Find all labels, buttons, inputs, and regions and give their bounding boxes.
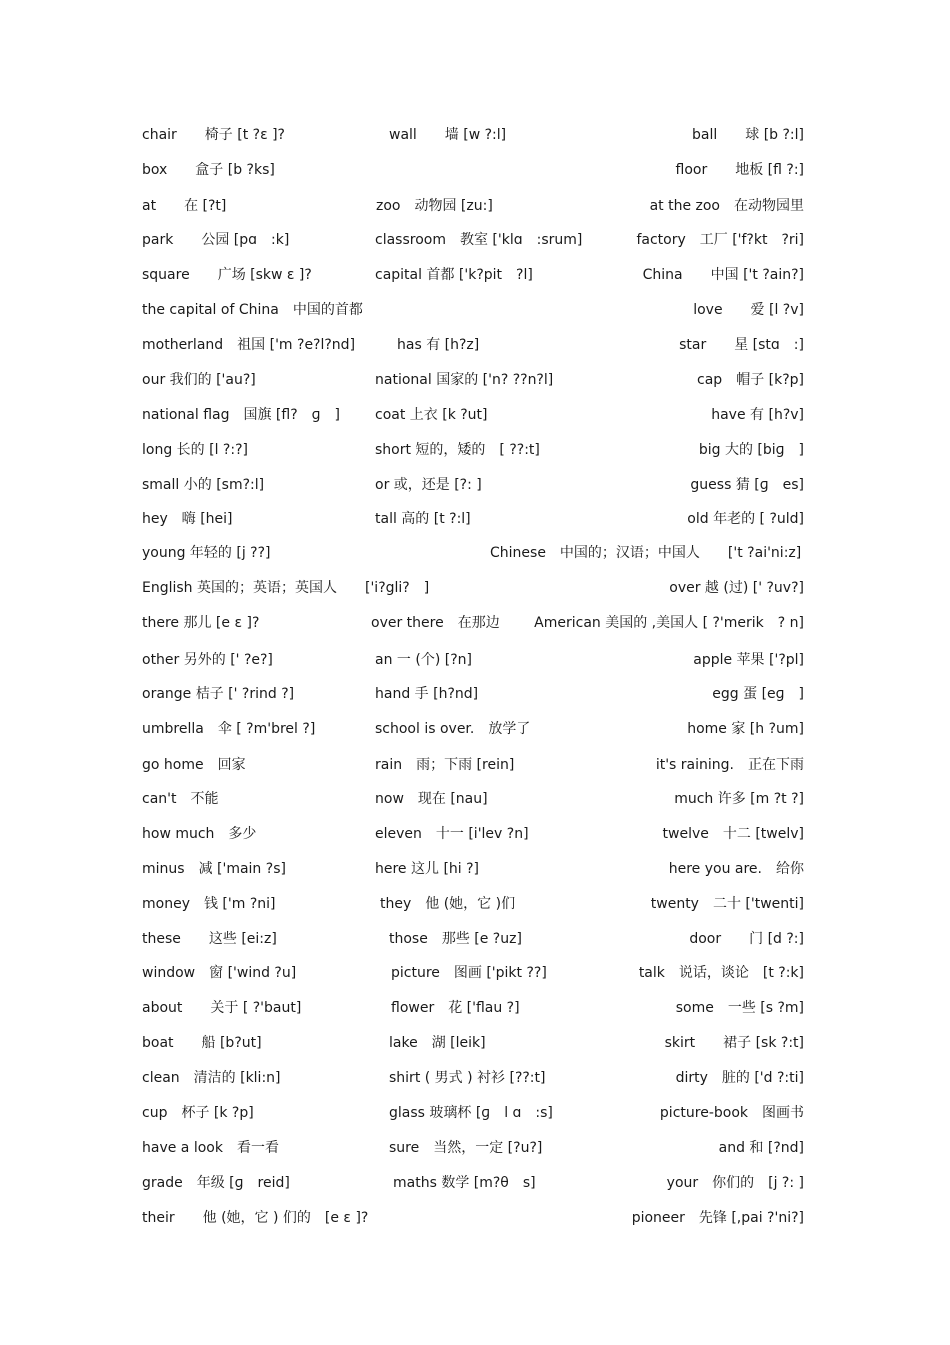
vocab-entry: skirt 裙子 [sk ?:t] <box>664 1035 804 1051</box>
vocab-entry: talk 说话，谈论 [t ?:k] <box>638 965 804 981</box>
vocab-entry: maths 数学 [m?θ s] <box>393 1175 536 1191</box>
vocab-row <box>0 928 950 950</box>
vocab-entry: English 英国的；英语；英国人 ['i?gli? ] <box>142 580 430 596</box>
vocab-entry: now 现在 [nau] <box>375 791 488 807</box>
vocab-row <box>0 195 950 217</box>
vocab-row <box>0 1032 950 1054</box>
vocab-entry: money 钱 ['m ?ni] <box>142 896 276 912</box>
vocab-entry: it's raining. 正在下雨 <box>655 757 804 773</box>
vocab-entry: egg 蛋 [eɡ ] <box>712 686 804 702</box>
vocab-entry: square 广场 [skw ε ]? <box>142 267 312 283</box>
vocab-row <box>0 159 950 181</box>
vocab-entry: go home 回家 <box>142 757 246 773</box>
vocab-entry: zoo 动物园 [zu:] <box>376 198 493 214</box>
vocab-row <box>0 229 950 251</box>
vocab-entry: Chinese 中国的；汉语；中国人 ['t ?ai'ni:z] <box>490 545 802 561</box>
vocab-entry: national 国家的 ['n? ??n?l] <box>375 372 554 388</box>
vocab-entry: hand 手 [h?nd] <box>375 686 479 702</box>
vocab-entry: American 美国的 ,美国人 [ ?'merik ? n] <box>534 615 804 631</box>
vocab-row <box>0 264 950 286</box>
vocab-entry: twelve 十二 [twelv] <box>662 826 804 842</box>
vocab-entry: wall 墙 [w ?:l] <box>389 127 507 143</box>
vocab-row <box>0 299 950 321</box>
vocab-entry: has 有 [h?z] <box>397 337 480 353</box>
vocab-entry: how much 多少 <box>142 826 257 842</box>
vocab-entry: glass 玻璃杯 [ɡ l ɑ :s] <box>389 1105 553 1121</box>
vocab-entry: box 盒子 [b ?ks] <box>142 162 275 178</box>
vocab-entry: clean 清洁的 [kli:n] <box>142 1070 281 1086</box>
vocab-row <box>0 754 950 776</box>
vocab-entry: grade 年级 [ɡ reid] <box>142 1175 290 1191</box>
vocab-entry: have 有 [h?v] <box>711 407 804 423</box>
vocab-row <box>0 683 950 705</box>
vocab-entry: at 在 [?t] <box>142 198 227 214</box>
vocab-entry: lake 湖 [leik] <box>389 1035 486 1051</box>
vocab-row <box>0 1067 950 1089</box>
vocab-row <box>0 439 950 461</box>
vocab-entry: love 爱 [l ?v] <box>693 302 804 318</box>
vocab-entry: they 他 (她，它 )们 <box>380 896 516 912</box>
vocab-entry: big 大的 [biɡ ] <box>698 442 804 458</box>
vocab-entry: window 窗 ['wind ?u] <box>142 965 297 981</box>
vocab-entry: orange 桔子 [' ?rind ?] <box>142 686 295 702</box>
vocab-row <box>0 1207 950 1229</box>
vocab-entry: long 长的 [l ?:?] <box>142 442 248 458</box>
vocab-row <box>0 1137 950 1159</box>
vocab-entry: star 星 [stɑ :] <box>679 337 804 353</box>
vocab-entry: flower 花 ['flau ?] <box>391 1000 520 1016</box>
vocab-entry: much 许多 [m ?t ?] <box>674 791 804 807</box>
vocab-entry: national flag 国旗 [fl? ɡ ] <box>142 407 340 423</box>
vocab-entry: short 短的，矮的 [ ??:t] <box>375 442 540 458</box>
vocab-entry: rain 雨；下雨 [rein] <box>375 757 515 773</box>
vocab-entry: China 中国 ['t ?ain?] <box>642 267 804 283</box>
vocab-entry: here you are. 给你 <box>668 861 804 877</box>
vocab-entry: at the zoo 在动物园里 <box>649 198 804 214</box>
vocab-entry: tall 高的 [t ?:l] <box>375 511 471 527</box>
vocab-entry: coat 上衣 [k ?ut] <box>375 407 488 423</box>
vocab-entry: ball 球 [b ?:l] <box>692 127 804 143</box>
vocab-row <box>0 788 950 810</box>
vocab-entry: floor 地板 [fl ?:] <box>675 162 804 178</box>
vocab-entry: over there 在那边 <box>371 615 500 631</box>
vocab-row <box>0 124 950 146</box>
vocab-entry: here 这儿 [hi ?] <box>375 861 480 877</box>
vocab-row <box>0 718 950 740</box>
vocab-entry: boat 船 [b?ut] <box>142 1035 262 1051</box>
vocab-entry: cap 帽子 [k?p] <box>697 372 804 388</box>
vocab-entry: dirty 脏的 ['d ?:ti] <box>675 1070 804 1086</box>
vocab-entry: minus 减 ['main ?s] <box>142 861 286 877</box>
vocab-entry: pioneer 先锋 [,pai ?'ni?] <box>631 1210 804 1226</box>
vocab-entry: guess 猜 [ɡ es] <box>690 477 804 493</box>
vocab-entry: our 我们的 ['au?] <box>142 372 256 388</box>
vocab-entry: school is over. 放学了 <box>375 721 531 737</box>
vocab-entry: classroom 教室 ['klɑ :srum] <box>375 232 583 248</box>
vocab-row <box>0 542 950 564</box>
vocab-row <box>0 334 950 356</box>
vocab-entry: sure 当然，一定 [?u?] <box>389 1140 543 1156</box>
vocab-entry: umbrella 伞 [ ?m'brel ?] <box>142 721 316 737</box>
vocab-entry: twenty 二十 ['twenti] <box>650 896 804 912</box>
vocab-entry: those 那些 [e ?uz] <box>389 931 522 947</box>
vocab-row <box>0 649 950 671</box>
vocab-row <box>0 893 950 915</box>
vocab-entry: an 一 (个) [?n] <box>375 652 472 668</box>
vocab-row <box>0 474 950 496</box>
vocab-entry: other 另外的 [' ?e?] <box>142 652 273 668</box>
vocab-entry: capital 首都 ['k?pit ?l] <box>375 267 533 283</box>
vocab-entry: the capital of China 中国的首都 <box>142 302 363 318</box>
vocab-entry: over 越 (过) [' ?uv?] <box>669 580 804 596</box>
vocab-entry: or 或，还是 [?: ] <box>375 477 482 493</box>
vocab-entry: factory 工厂 ['f?kt ?ri] <box>636 232 804 248</box>
vocab-entry: hey 嗨 [hei] <box>142 511 233 527</box>
vocab-entry: park 公园 [pɑ :k] <box>142 232 290 248</box>
vocab-entry: have a look 看一看 <box>142 1140 279 1156</box>
vocab-row <box>0 823 950 845</box>
vocab-entry: picture-book 图画书 <box>659 1105 804 1121</box>
vocab-entry: home 家 [h ?um] <box>687 721 804 737</box>
vocab-entry: about 关于 [ ?'baut] <box>142 1000 302 1016</box>
vocab-entry: motherland 祖国 ['m ?e?l?nd] <box>142 337 356 353</box>
vocab-row <box>0 508 950 530</box>
vocab-entry: their 他 (她，它 ) 们的 [e ε ]? <box>142 1210 369 1226</box>
vocab-entry: shirt ( 男式 ) 衬衫 [??:t] <box>389 1070 546 1086</box>
vocab-entry: can't 不能 <box>142 791 219 807</box>
vocab-row <box>0 369 950 391</box>
vocab-row <box>0 858 950 880</box>
vocab-row <box>0 997 950 1019</box>
vocab-entry: and 和 [?nd] <box>718 1140 804 1156</box>
vocab-entry: some 一些 [s ?m] <box>675 1000 804 1016</box>
vocab-entry: old 年老的 [ ?uld] <box>687 511 804 527</box>
vocab-entry: small 小的 [sm?:l] <box>142 477 265 493</box>
vocab-entry: there 那儿 [e ε ]? <box>142 615 260 631</box>
vocab-entry: eleven 十一 [i'lev ?n] <box>375 826 529 842</box>
vocab-row <box>0 612 950 634</box>
vocab-entry: apple 苹果 ['?pl] <box>693 652 804 668</box>
vocab-entry: picture 图画 ['pikt ??] <box>391 965 547 981</box>
vocab-row <box>0 577 950 599</box>
vocab-row <box>0 404 950 426</box>
vocab-entry: chair 椅子 [t ?ε ]? <box>142 127 285 143</box>
vocab-entry: these 这些 [ei:z] <box>142 931 277 947</box>
vocab-entry: cup 杯子 [k ?p] <box>142 1105 254 1121</box>
vocab-row <box>0 962 950 984</box>
vocab-row <box>0 1172 950 1194</box>
vocab-entry: door 门 [d ?:] <box>689 931 804 947</box>
vocab-entry: young 年轻的 [j ??] <box>142 545 271 561</box>
vocab-entry: your 你们的 [j ?: ] <box>666 1175 804 1191</box>
vocab-row <box>0 1102 950 1124</box>
